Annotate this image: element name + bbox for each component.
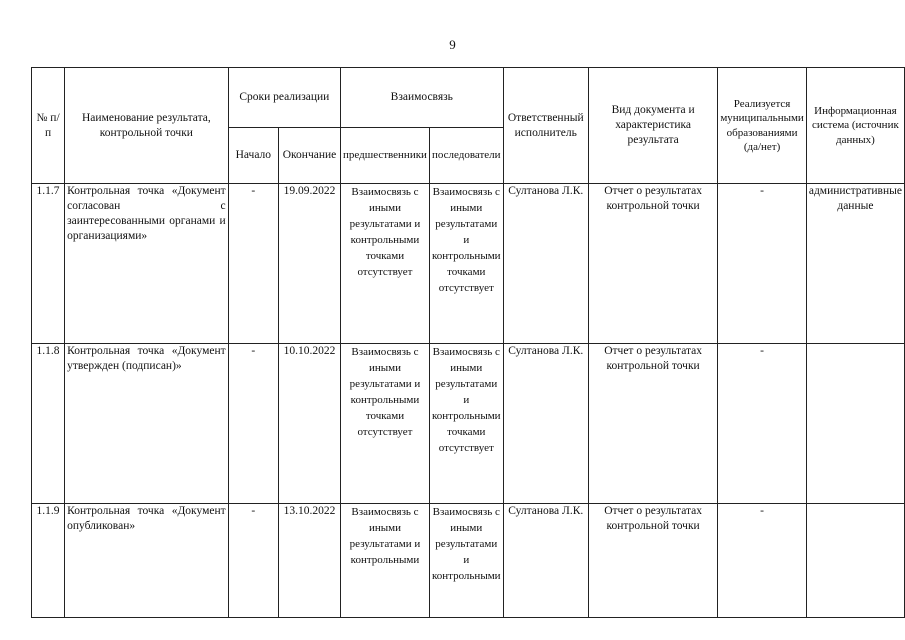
results-table <box>31 67 905 618</box>
row-name: Контрольная точка «Документ утвержден (подписан)» <box>65 344 229 504</box>
row-realized: - <box>718 184 807 344</box>
header-realized: Реализуется муниципальными образованиями (да/нет) <box>718 68 807 184</box>
row-realized: - <box>718 504 807 618</box>
row-end: 13.10.2022 <box>279 504 341 618</box>
row-responsible: Султанова Л.К. <box>503 504 588 618</box>
row-start: - <box>228 344 278 504</box>
header-succ: последователи <box>429 128 503 184</box>
row-pred: Взаимосвязь с иными результатами и контрольными точками отсутствует <box>341 184 430 344</box>
header-doc: Вид документа и характеристика результата <box>588 68 717 184</box>
table-row <box>32 344 905 504</box>
table-row <box>32 184 905 344</box>
row-info: административные данные <box>806 184 904 344</box>
row-start: - <box>228 504 278 618</box>
row-num: 1.1.7 <box>32 184 65 344</box>
header-end: Окончание <box>279 128 341 184</box>
table-row <box>32 504 905 618</box>
row-succ: Взаимосвязь с иными результатами и контрольными точками отсутствует <box>429 344 503 504</box>
header-info: Информационная система (источник данных) <box>806 68 904 184</box>
row-succ: Взаимосвязь с иными результатами и контрольными <box>429 504 503 618</box>
row-responsible: Султанова Л.К. <box>503 184 588 344</box>
row-doc: Отчет о результатах контрольной точки <box>588 504 717 618</box>
header-relation: Взаимосвязь <box>341 68 504 128</box>
row-succ: Взаимосвязь с иными результатами и контрольными точками отсутствует <box>429 184 503 344</box>
row-doc: Отчет о результатах контрольной точки <box>588 344 717 504</box>
row-num: 1.1.8 <box>32 344 65 504</box>
row-pred: Взаимосвязь с иными результатами и контрольными точками отсутствует <box>341 344 430 504</box>
row-realized: - <box>718 344 807 504</box>
row-pred: Взаимосвязь с иными результатами и контрольными <box>341 504 430 618</box>
row-start: - <box>228 184 278 344</box>
header-row-1 <box>32 68 905 128</box>
row-responsible: Султанова Л.К. <box>503 344 588 504</box>
header-terms: Сроки реализации <box>228 68 340 128</box>
header-pred: предшественники <box>341 128 430 184</box>
row-info <box>806 344 904 504</box>
row-doc: Отчет о результатах контрольной точки <box>588 184 717 344</box>
page-number: 9 <box>449 37 456 52</box>
header-responsible: Ответственный исполнитель <box>503 68 588 184</box>
header-num: № п/п <box>32 68 65 184</box>
row-end: 19.09.2022 <box>279 184 341 344</box>
header-name: Наименование результата, контрольной точки <box>65 68 229 184</box>
row-num: 1.1.9 <box>32 504 65 618</box>
row-name: Контрольная точка «Документ опубликован» <box>65 504 229 618</box>
row-info <box>806 504 904 618</box>
row-end: 10.10.2022 <box>279 344 341 504</box>
row-name: Контрольная точка «Документ согласован с заинтересованными органами и организациями» <box>65 184 229 344</box>
header-start: Начало <box>228 128 278 184</box>
